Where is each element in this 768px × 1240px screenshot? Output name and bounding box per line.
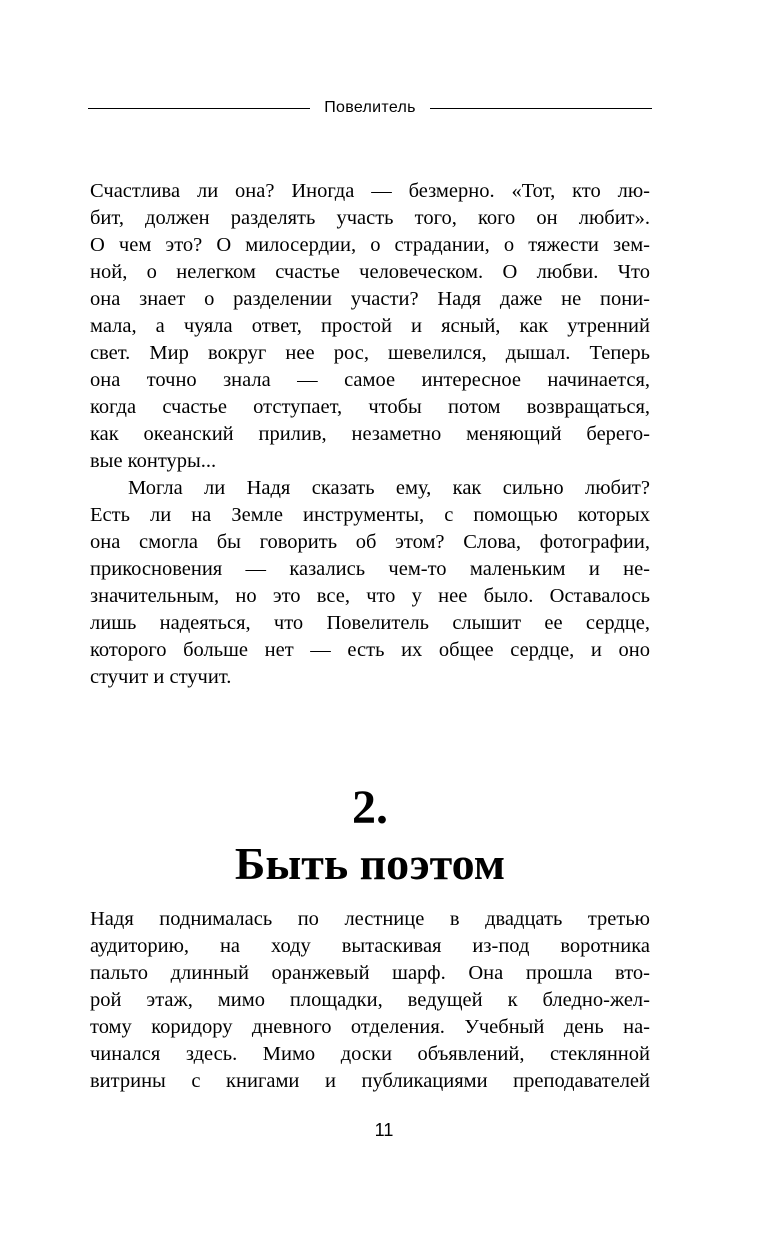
text-line: Могла ли Надя сказать ему, как сильно любит?	[128, 477, 650, 499]
running-head-title: Повелитель	[324, 99, 416, 116]
text-line: свет. Мир вокруг нее рос, шевелился, дышал. Теперь	[90, 342, 650, 364]
text-line: Надя поднималась по лестнице в двадцать третью	[90, 908, 650, 930]
text-line: рой этаж, мимо площадки, ведущей к бледно-жел-	[90, 989, 650, 1011]
text-line: значительным, но это все, что у нее было. Оставалось	[90, 585, 650, 607]
text-line: Счастлива ли она? Иногда — безмерно. «Тот, кто лю-	[90, 180, 650, 202]
body-text-section-one	[90, 178, 650, 691]
text-line: которого больше нет — есть их общее сердце, и оно	[90, 639, 650, 661]
body-text-section-two	[90, 906, 650, 1095]
text-line: она точно знала — самое интересное начинается,	[90, 369, 650, 391]
text-line: когда счастье отступает, чтобы потом возвращаться,	[90, 396, 650, 418]
text-line: аудиторию, на ходу вытаскивая из-под воротника	[90, 935, 650, 957]
text-line: как океанский прилив, незаметно меняющий берего-	[90, 423, 650, 445]
running-head-rule-left	[88, 108, 310, 109]
chapter-title: Быть поэтом	[234, 838, 506, 889]
running-head	[88, 96, 652, 120]
text-line: лишь надеяться, что Повелитель слышит ее сердце,	[90, 612, 650, 634]
text-line: вые контуры...	[90, 450, 217, 472]
chapter-number: 2.	[352, 781, 388, 834]
text-line: прикосновения — казались чем-то маленьким и не-	[90, 558, 650, 580]
text-line: пальто длинный оранжевый шарф. Она прошла вто-	[90, 962, 650, 984]
text-line: мала, а чуяла ответ, простой и ясный, как утренний	[90, 315, 650, 337]
text-line: ной, о нелегком счастье человеческом. О любви. Что	[90, 261, 650, 283]
text-line: чинался здесь. Мимо доски объявлений, стеклянной	[90, 1043, 650, 1065]
running-head-rule-right	[430, 108, 652, 109]
text-line: витрины с книгами и публикациями преподавателей	[90, 1070, 650, 1092]
text-line: тому коридору дневного отделения. Учебный день на-	[90, 1016, 650, 1038]
page-number: 11	[374, 1120, 394, 1140]
text-line: она смогла бы говорить об этом? Слова, фотографии,	[90, 531, 650, 553]
text-line: Есть ли на Земле инструменты, с помощью которых	[90, 504, 650, 526]
text-line: она знает о разделении участи? Надя даже не пони-	[90, 288, 650, 310]
text-line: бит, должен разделять участь того, кого он любит».	[90, 207, 650, 229]
text-line: О чем это? О милосердии, о страдании, о тяжести зем-	[90, 234, 650, 256]
text-line: стучит и стучит.	[90, 666, 232, 688]
